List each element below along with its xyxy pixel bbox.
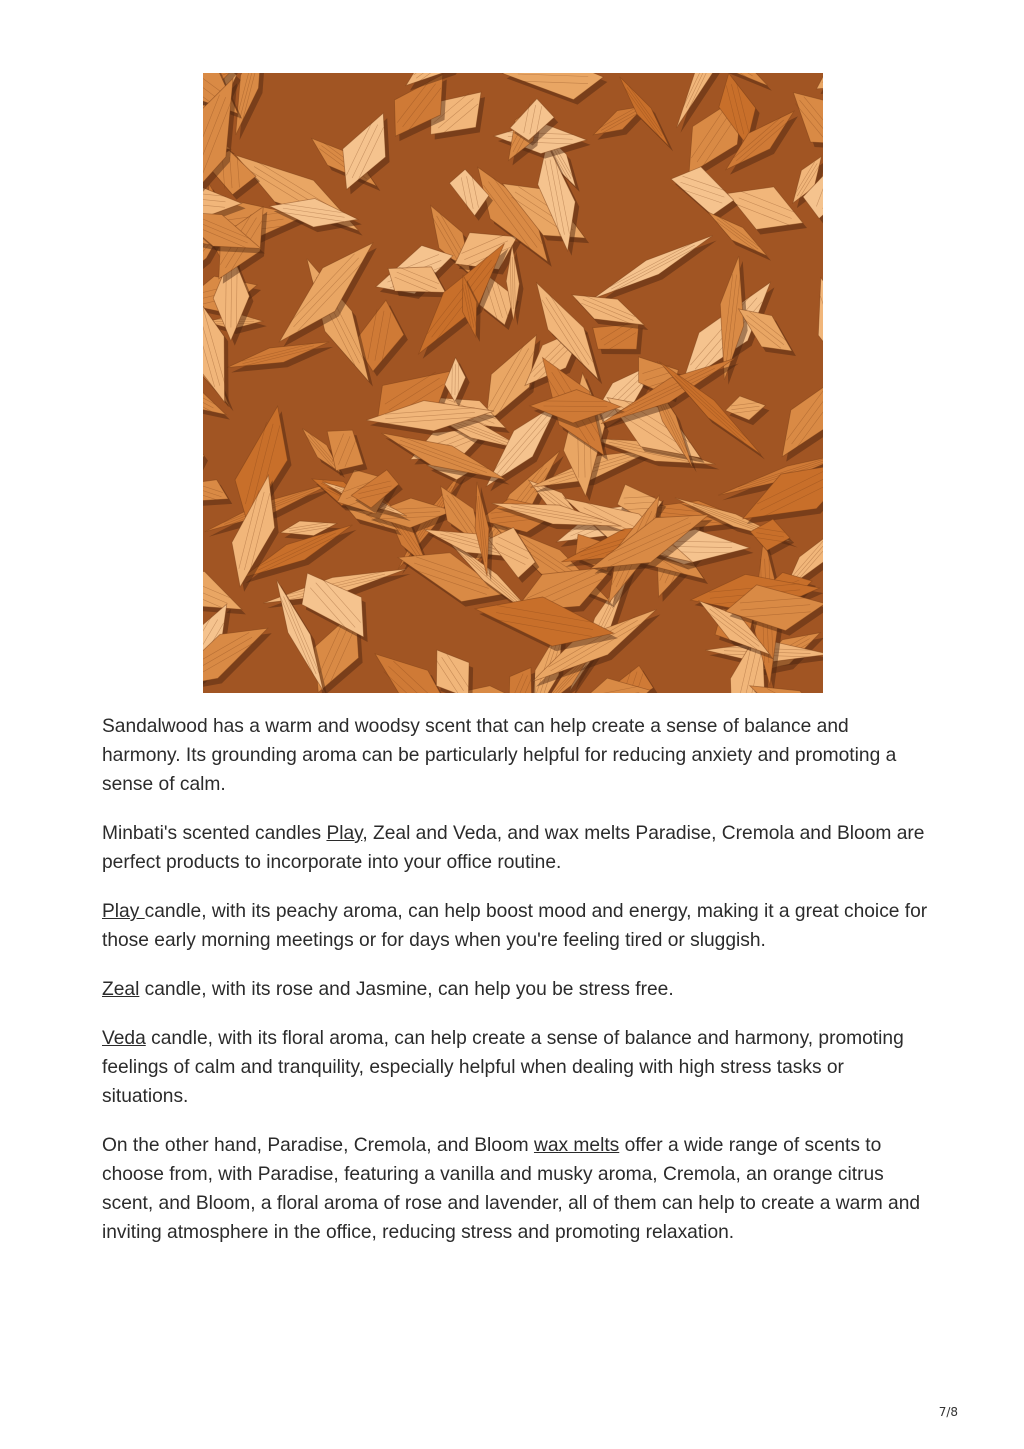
article-body	[102, 712, 932, 1267]
paragraph-text: offer a wide range of scents to choose from, with Paradise, featuring a vanilla and musky aroma, Cremola, an orange citrus scent, and Bloom, a floral aroma of rose and lavender, all of them can help to create a warm and inviting atmosphere in the office, reducing stress and promoting relaxation.	[102, 1135, 921, 1243]
page-number: 7/8	[938, 1405, 958, 1419]
paragraph-minbati-products	[102, 819, 932, 877]
paragraph-text: On the other hand, Paradise, Cremola, and Bloom	[102, 1135, 534, 1156]
paragraph-sandalwood	[102, 712, 932, 799]
paragraph-text: Sandalwood has a warm and woodsy scent that can help create a sense of balance and harmony. Its grounding aroma can be particularly helpful for reducing anxiety and promoting a sense of calm.	[102, 716, 897, 795]
play-candle-link[interactable]: Play	[102, 901, 145, 922]
paragraph-text: candle, with its floral aroma, can help create a sense of balance and harmony, promoting feelings of calm and tranquility, especially helpful when dealing with high stress tasks or situations.	[102, 1028, 904, 1107]
veda-link[interactable]: Veda	[102, 1028, 146, 1049]
wax-melts-link[interactable]: wax melts	[533, 1135, 620, 1156]
paragraph-veda-candle	[102, 1024, 932, 1111]
zeal-link[interactable]: Zeal	[102, 979, 140, 1000]
paragraph-text: , Zeal and Veda, and wax melts Paradise, Cremola and Bloom are perfect products to incorporate into your office routine.	[102, 823, 925, 873]
paragraph-text: candle, with its peachy aroma, can help boost mood and energy, making it a great choice for those early morning meetings or for days when you're feeling tired or sluggish.	[102, 901, 928, 951]
paragraph-text: candle, with its rose and Jasmine, can help you be stress free.	[139, 979, 674, 1000]
paragraph-zeal-candle	[102, 975, 932, 1004]
paragraph-wax-melts	[102, 1131, 932, 1247]
sandalwood-chips-illustration	[203, 73, 823, 693]
play-link[interactable]: Play	[326, 823, 363, 844]
paragraph-play-candle	[102, 897, 932, 955]
sandalwood-chips-photo	[203, 73, 823, 693]
paragraph-text: Minbati's scented candles	[102, 823, 327, 844]
